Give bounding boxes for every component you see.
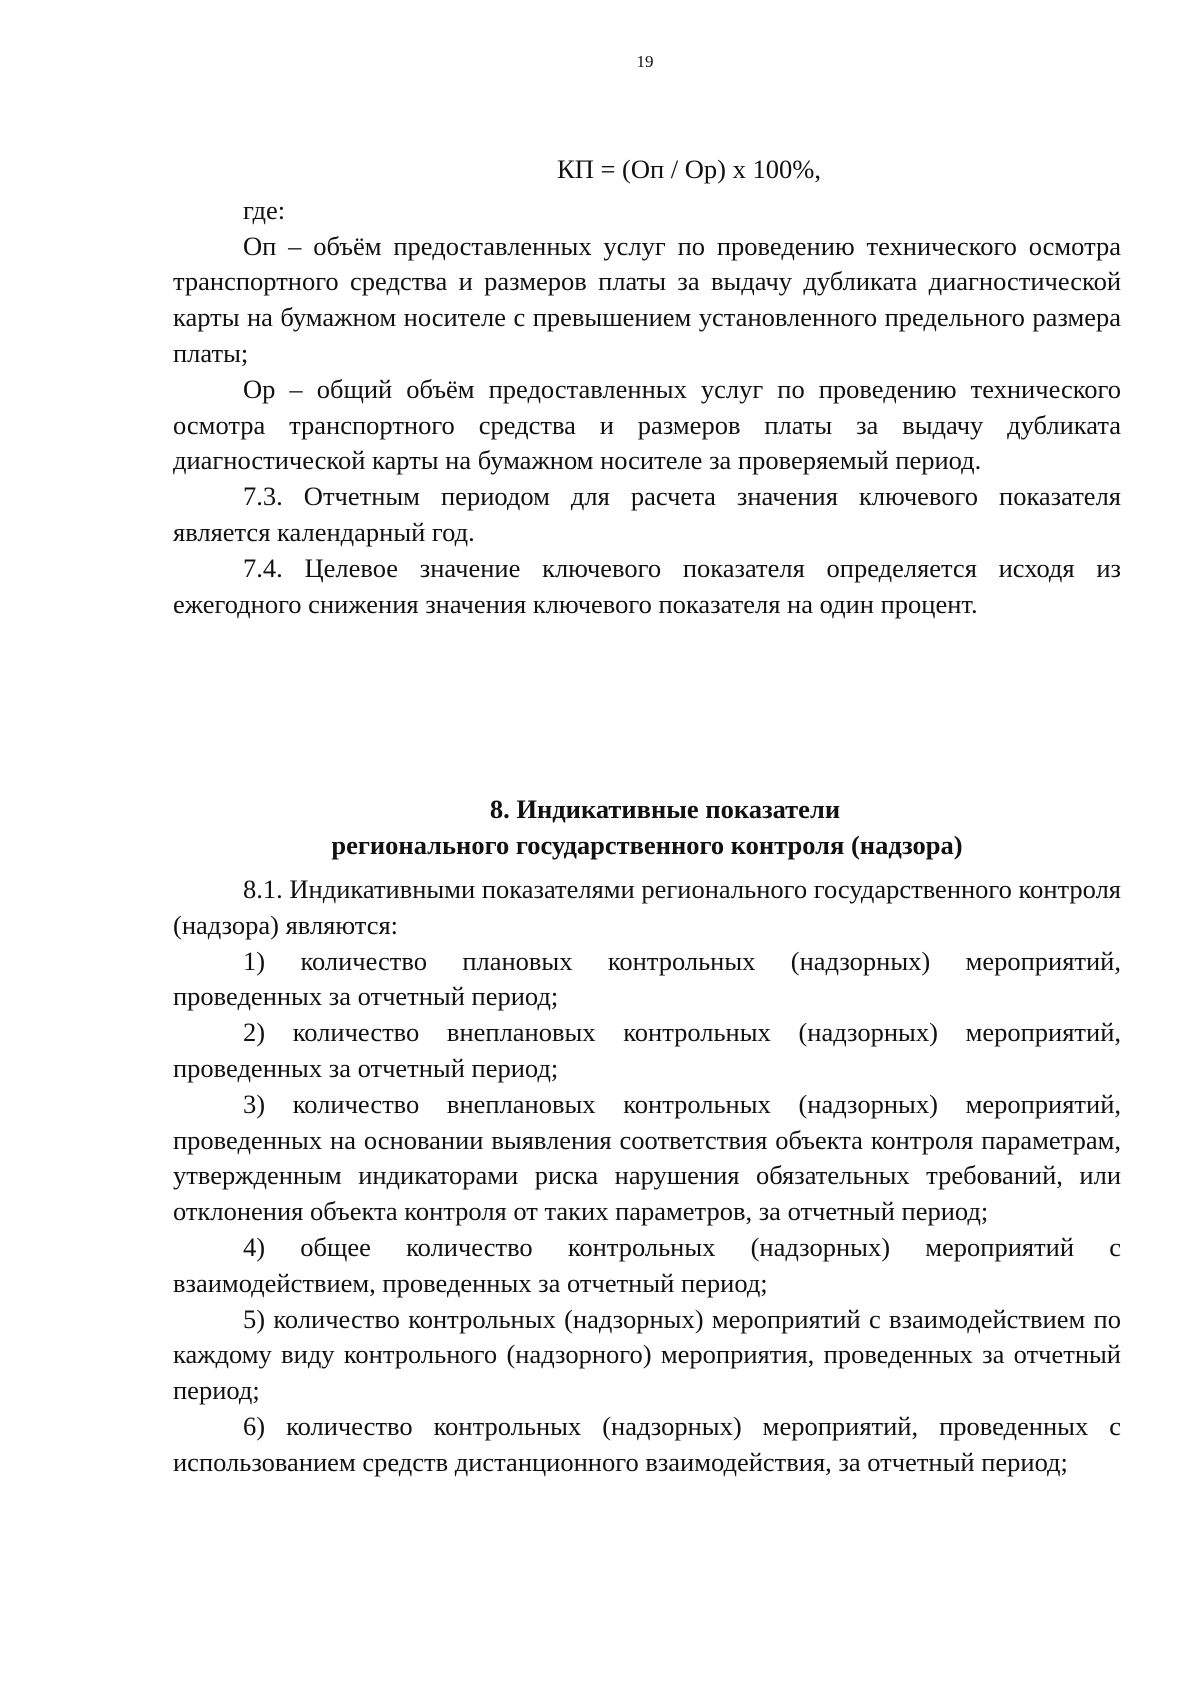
list-item: 1) количество плановых контрольных (надзорных) мероприятий, проведенных за отчетный период; xyxy=(173,945,1121,1012)
list-item: 3) количество внеплановых контрольных (надзорных) мероприятий, проведенных на основании выявления соответствия объекта контроля параметрам, утвержденным индикаторами риска нарушения обязательных требований, или отклонения объекта контроля от таких параметров, за отчетный период; xyxy=(173,1088,1121,1227)
section-8-heading-line2: регионального государственного контроля (надзора) xyxy=(331,830,963,860)
clause-8-1: 8.1. Индикативными показателями регионального государственного контроля (надзора) являются: xyxy=(173,874,1121,940)
definition-or: Ор – общий объём предоставленных услуг по проведению технического осмотра транспортного средства и размеров платы за выдачу дубликата диагностической карты на бумажном носителе за проверяемый период. xyxy=(173,373,1121,476)
list-item: 2) количество внеплановых контрольных (надзорных) мероприятий, проведенных за отчетный период; xyxy=(173,1017,1121,1083)
definition-op: Оп – объём предоставленных услуг по проведению технического осмотра транспортного средства и размеров платы за выдачу дубликата диагностической карты на бумажном носителе с превышением установленного предельного размера платы; xyxy=(173,230,1121,368)
section-8-heading xyxy=(173,791,1121,863)
list-item: 5) количество контрольных (надзорных) мероприятий с взаимодействием по каждому виду контрольного (надзорного) мероприятия, проведенных за отчетный период; xyxy=(173,1303,1121,1406)
formula: КП = (Оп / Ор) x 100%, xyxy=(557,154,821,184)
clause-7-3: 7.3. Отчетным периодом для расчета значения ключевого показателя является календарный год. xyxy=(173,481,1121,547)
formula-section xyxy=(173,152,1121,622)
where-label: где: xyxy=(243,194,286,225)
list-item: 4) общее количество контрольных (надзорных) мероприятий с взаимодействием, проведенных за отчетный период; xyxy=(173,1231,1121,1298)
clause-7-4: 7.4. Целевое значение ключевого показателя определяется исходя из ежегодного снижения значения ключевого показателя на один процент. xyxy=(173,552,1121,619)
section-8-heading-line1: 8. Индикативные показатели xyxy=(489,794,841,824)
section-8-body xyxy=(173,872,1121,1481)
page-number: 19 xyxy=(636,52,654,71)
list-item: 6) количество контрольных (надзорных) мероприятий, проведенных с использованием средств дистанционного взаимодействия, за отчетный период; xyxy=(173,1410,1121,1477)
